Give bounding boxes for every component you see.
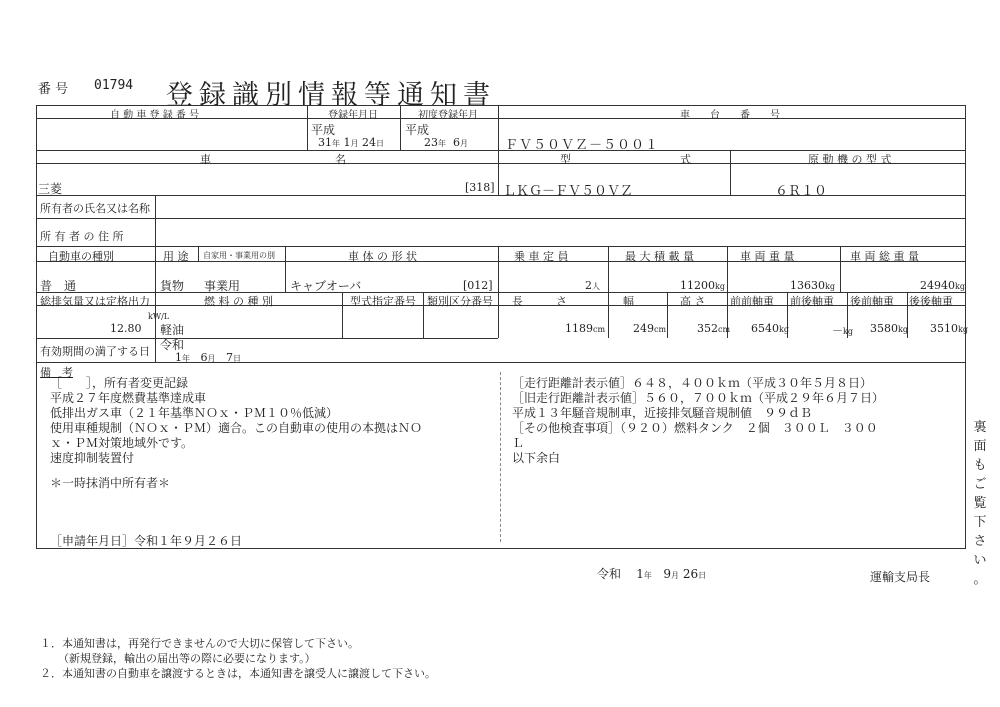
header-type-b: 式 [680, 153, 691, 166]
header-height: 高 さ [680, 295, 706, 308]
header-vehicle-kind: 自動車の種別 [48, 250, 114, 263]
front-front-axle: 6540kg [751, 322, 789, 335]
height: 352cm [697, 322, 731, 335]
front-rear-axle: －kg [832, 324, 853, 337]
remark-line: 速度抑制装置付 [50, 451, 135, 465]
displacement: 12.80 [110, 322, 142, 335]
footer-note: ２．本通知書の自動車を譲渡するときは，本通知書を譲受人に譲渡して下さい。 [40, 667, 436, 680]
engine-model: ６Ｒ１０ [775, 184, 828, 199]
header-length: 長 さ [512, 295, 567, 308]
header-engine-type: 原 動 機 の 型 式 [808, 153, 892, 166]
vehicle-kind: 普 通 [40, 279, 77, 293]
reg-era: 平成 [311, 123, 336, 137]
expiry-era: 令和 [160, 338, 185, 352]
header-registration-number: 自 動 車 登 録 番 号 [110, 110, 200, 121]
max-load: 11200kg [680, 279, 725, 292]
remark-line: Ｌ [512, 436, 525, 450]
header-name-a: 車 [200, 153, 211, 166]
document-title: 登録識別情報等通知書 [166, 80, 496, 111]
body-code: [012] [463, 279, 493, 292]
remark-line: 平成１３年騒音規制車，近接排気騒音規制値 ９９ｄＢ [512, 406, 813, 420]
header-type-designation: 型式指定番号 [350, 295, 416, 308]
remark-line: 低排出ガス車（２１年基準ＮＯｘ・ＰＭ１０％低減） [50, 406, 339, 420]
private-business: 事業用 [204, 279, 241, 293]
expiry-label: 有効期間の満了する日 [40, 345, 150, 358]
width: 249cm [633, 322, 667, 335]
displacement-unit: kW/L [148, 312, 170, 321]
rear-rear-axle: 3510kg [930, 322, 968, 335]
footer-notes [40, 636, 436, 681]
remarks-label: 備 考 [40, 366, 73, 379]
remark-line: ［その他検査事項］（９２０）燃料タンク ２個 ３００Ｌ ３００ [512, 421, 878, 435]
length: 1189cm [565, 322, 606, 335]
remark-line: 平成２７年度燃費基準達成車 [50, 391, 207, 405]
first-era: 平成 [405, 123, 430, 137]
remark-line: ［ ］，所有者変更記録 [50, 376, 189, 390]
gross-weight: 24940kg [920, 279, 965, 292]
header-vehicle-weight: 車 両 重 量 [740, 250, 795, 263]
header-displacement: 総排気量又は定格出力 [40, 295, 150, 308]
car-name: 三菱 [38, 182, 63, 196]
header-category-number: 類別区分番号 [427, 295, 493, 308]
header-max-load: 最 大 積 載 量 [625, 250, 694, 263]
number-label: 番 号 [38, 82, 69, 97]
header-first-registration: 初度登録年月 [418, 110, 478, 121]
header-gross-weight: 車 両 総 重 量 [850, 250, 919, 263]
remark-line: 以下余白 [512, 451, 561, 465]
header-fuel: 燃 料 の 種 別 [204, 295, 273, 308]
rear-front-axle: 3580kg [870, 322, 908, 335]
footer-note: １．本通知書は，再発行できませんので大切に保管して下さい。 [40, 637, 359, 650]
header-name-b: 名 [335, 153, 346, 166]
header-private-business: 自家用・事業用の別 [203, 251, 275, 260]
header-chassis-number: 車 台 番 号 [680, 110, 780, 121]
fuel: 軽油 [160, 323, 185, 337]
remark-line: ｘ・ＰＭ対策地域外です。 [50, 436, 194, 450]
application-date: ［申請年月日］令和１年９月２６日 [50, 534, 243, 548]
remark-line: ［旧走行距離計表示値］５６０，７００ｋｍ（平成２９年６月７日） [512, 391, 885, 405]
vehicle-weight: 13630kg [790, 279, 835, 292]
first-date: 23年 6月 [424, 136, 468, 149]
number-value: 01794 [94, 78, 134, 93]
header-capacity: 乗 車 定 員 [514, 250, 569, 263]
capacity: 2人 [585, 279, 600, 292]
header-rear-rear-axle: 後後軸重 [909, 295, 953, 308]
header-body-shape: 車 体 の 形 状 [348, 250, 417, 263]
header-width: 幅 [623, 295, 634, 308]
model: ＬＫＧ－ＦＶ５０ＶＺ [503, 184, 634, 199]
use: 貨物 [160, 279, 185, 293]
header-registration-date: 登録年月日 [328, 110, 378, 121]
chassis-number: ＦＶ５０ＶＺ－５００１ [505, 138, 660, 153]
header-front-front-axle: 前前軸重 [730, 295, 774, 308]
footer-note: （新規登録，輸出の届出等の際に必要になります。） [58, 652, 316, 665]
issuer: 運輸支局長 [870, 570, 931, 584]
owner-name-label: 所有者の氏名又は名称 [40, 202, 150, 215]
header-type-a: 型 [560, 153, 571, 166]
remarks-left [50, 376, 422, 466]
remark-line: 使用車種規制（ＮＯｘ・ＰＭ）適合。この自動車の使用の本拠はＮＯ [50, 421, 423, 435]
issue-date: 令和 1年 9月 26日 [597, 567, 707, 581]
owner-address-label: 所 有 者 の 住 所 [40, 230, 124, 243]
car-code: [318] [465, 181, 495, 194]
remarks-right [512, 376, 884, 466]
expiry-date: 1年 6月 7日 [175, 351, 241, 364]
remark-line: ［走行距離計表示値］６４８，４００ｋｍ（平成３０年５月８日） [512, 376, 873, 390]
body-shape: キャブオーバ [290, 279, 362, 293]
header-use: 用 途 [163, 250, 189, 263]
side-note: 裏 面 も ご 覧 下 さ い 。 [973, 420, 987, 587]
header-rear-front-axle: 後前軸重 [850, 295, 894, 308]
remark-note: ＊一時抹消中所有者＊ [50, 476, 171, 490]
header-front-rear-axle: 前後軸重 [790, 295, 834, 308]
reg-date: 31年 1月 24日 [318, 136, 384, 149]
